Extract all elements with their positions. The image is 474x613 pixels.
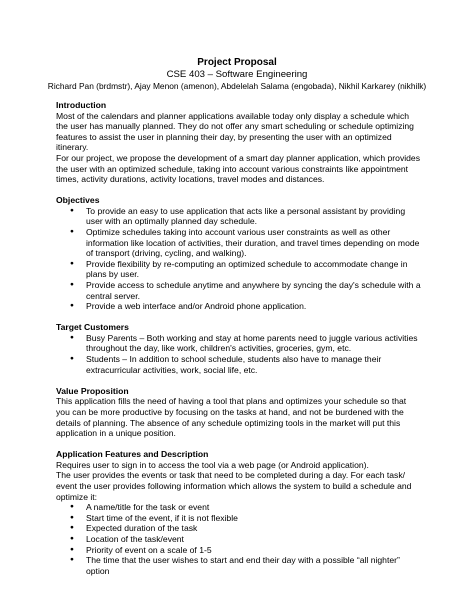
section-heading: Target Customers (56, 322, 129, 333)
paragraph: This application fills the need of having a tool that plans and optimizes your schedule so that you can be more productive by focusing on the tasks at hand, and not be burdened with the details of planning. The absence of any schedule optimizing tools in the market will put this application in a unique position. (56, 396, 407, 439)
list-item: ● The time that the user wishes to start and end their day with a possible “all nighter” option (86, 555, 421, 576)
list-item: ● Optimize schedules taking into account various user constraints as well as other information like location of activities, their duration, and travel times depending on mode of transport (driving, cycling, and walking). (86, 227, 421, 259)
list-item: ● Provide flexibility by re-computing an optimized schedule to accommodate change in plans by user. (86, 259, 421, 280)
document-title: Project Proposal (197, 57, 277, 68)
document-header (0, 57, 474, 92)
list-item: ● Provide a web interface and/or Android phone application. (86, 301, 421, 312)
section-heading: Value Proposition (56, 385, 129, 396)
target-customers-section (56, 322, 421, 375)
list-item: ● Location of the task/event (86, 534, 421, 545)
objectives-list (56, 206, 421, 312)
paragraph: The user provides the events or task that need to be completed during a day. For each task/ event the user provides following information which allows the system to build a schedule and optimize it: (56, 470, 412, 502)
features-list (56, 502, 421, 576)
value-proposition-section (56, 386, 421, 439)
objectives-section (56, 195, 421, 312)
list-item: ● To provide an easy to use application that acts like a personal assistant by providing user with an optimally planned day schedule. (86, 206, 421, 227)
list-item: ● Start time of the event, if it is not flexible (86, 513, 421, 524)
paragraph: Requires user to sign in to access the tool via a web page (or Android application). (56, 459, 369, 470)
course-subtitle: CSE 403 – Software Engineering (166, 69, 308, 80)
introduction-section (56, 100, 421, 185)
features-section (56, 449, 421, 576)
list-item: ● Busy Parents – Both working and stay at home parents need to juggle various activities throughout the day, like work, children's activities, groceries, gym, etc. (86, 333, 421, 354)
section-heading: Introduction (56, 100, 107, 110)
section-heading: Objectives (56, 195, 100, 206)
list-item: ● Priority of event on a scale of 1-5 (86, 545, 421, 556)
list-item: ● Provide access to schedule anytime and anywhere by syncing the day's schedule with a central server. (86, 280, 421, 301)
author-list: Richard Pan (brdmstr), Ajay Menon (amenon), Abdelelah Salama (engobada), Nikhil Karkarey (nikhilk) (47, 81, 427, 91)
list-item: ● Students – In addition to school schedule, students also have to manage their extracurricular activities, work, social life, etc. (86, 354, 421, 375)
paragraph: Most of the calendars and planner applications available today only display a schedule which the user has manually planned. They do not offer any smart scheduling or schedule optimizing features to assist the user in planning their day, by presenting the user with an optimized itinerary. (56, 110, 414, 153)
paragraph: For our project, we propose the development of a smart day planner application, which provides the user with an optimized schedule, taking into account various constraints like appointment times, activity durations, activity locations, travel modes and distances. (56, 152, 421, 185)
document-body (56, 100, 421, 587)
list-item: ● Expected duration of the task (86, 523, 421, 534)
section-heading: Application Features and Description (56, 449, 209, 460)
customers-list (56, 333, 421, 375)
list-item: ● A name/title for the task or event (86, 502, 421, 513)
